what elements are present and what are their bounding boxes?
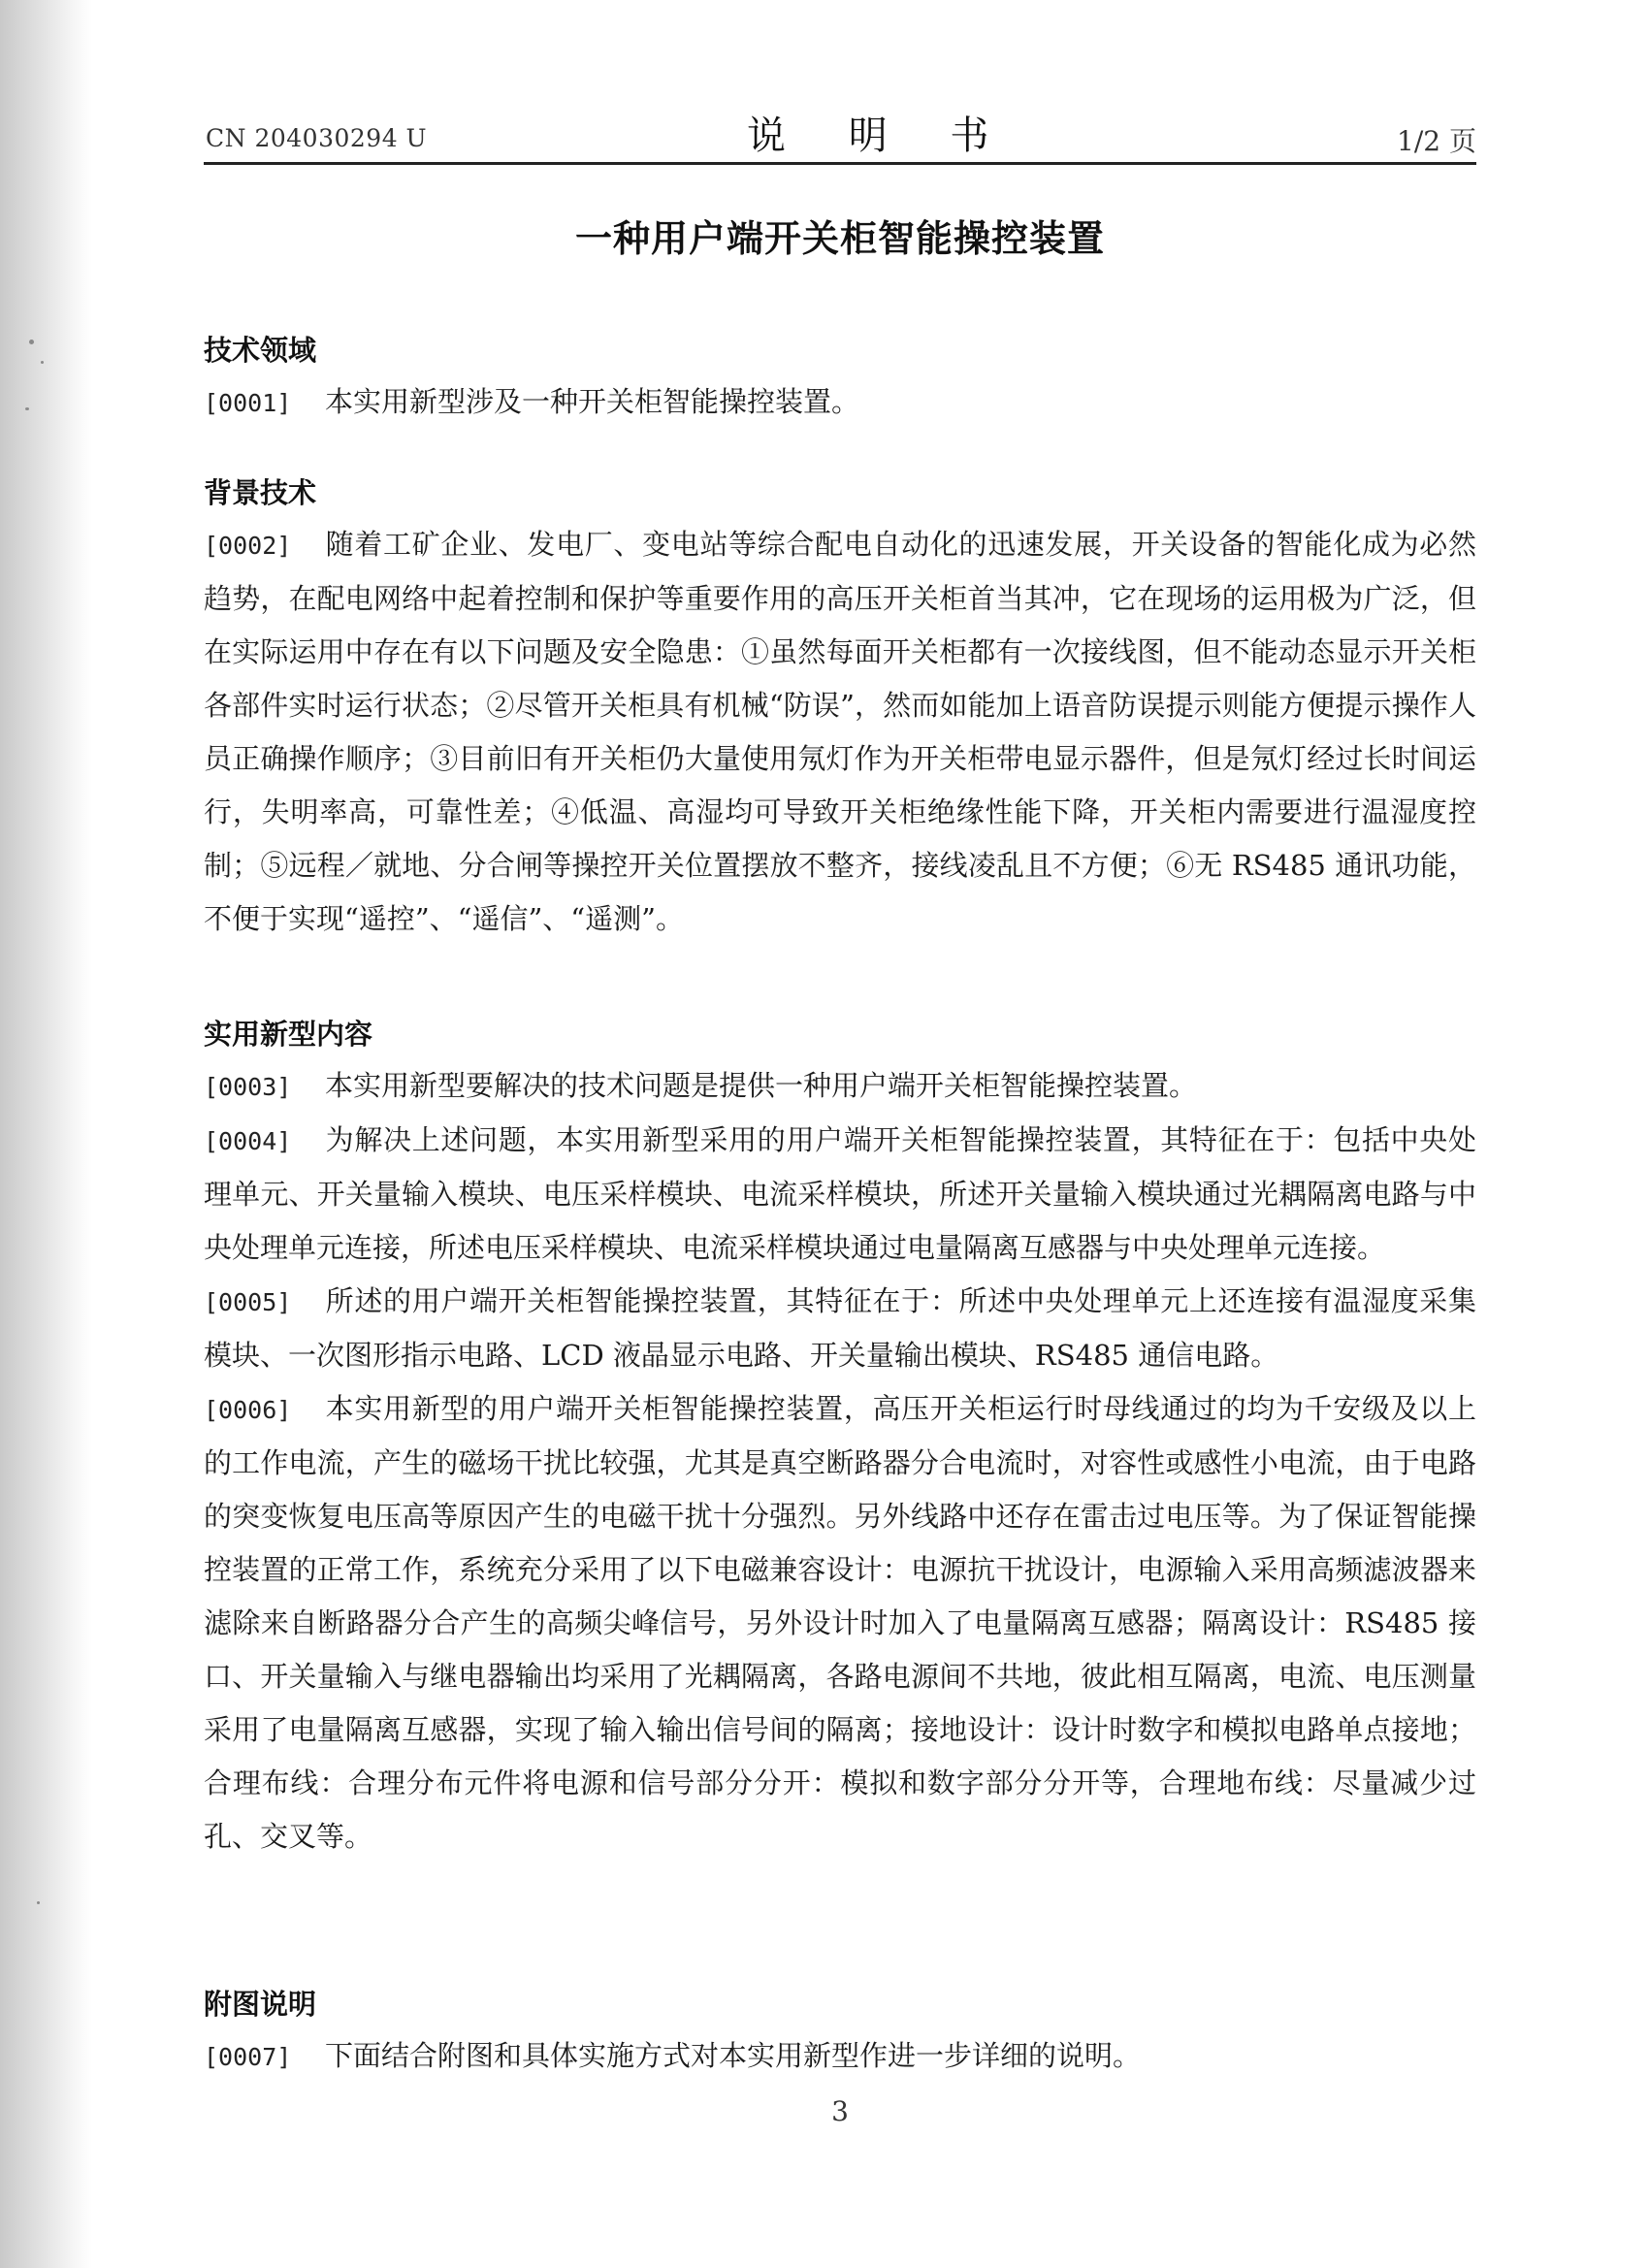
paragraph-number: [0006] <box>204 1396 292 1424</box>
paragraph-number: [0005] <box>204 1288 292 1316</box>
paragraph-0002 <box>204 518 1476 946</box>
paragraph-number: [0002] <box>204 532 292 560</box>
paragraph-text: 所述的用户端开关柜智能操控装置，其特征在于：所述中央处理单元上还连接有温湿度采集模块、一次图形指示电路、LCD 液晶显示电路、开关量输出模块、RS485 通信电路。 <box>204 1284 1476 1372</box>
section-summary <box>204 1009 1476 1863</box>
scan-speck <box>29 340 34 344</box>
document-page <box>204 0 1476 2268</box>
page-header <box>204 105 1476 163</box>
section-heading: 实用新型内容 <box>204 1018 373 1051</box>
header-rule <box>204 162 1476 165</box>
document-title: 一种用户端开关柜智能操控装置 <box>574 217 1105 260</box>
scan-speck <box>25 407 29 410</box>
scan-speck <box>37 1901 40 1904</box>
paragraph-0003 <box>204 1059 1476 1114</box>
paragraph-text: 本实用新型要解决的技术问题是提供一种用户端开关柜智能操控装置。 <box>325 1069 1198 1102</box>
paragraph-0005 <box>204 1275 1476 1382</box>
paragraph-0001 <box>204 375 1476 430</box>
paragraph-text: 本实用新型的用户端开关柜智能操控装置，高压开关柜运行时母线通过的均为千安级及以上的工作电流，产生的磁场干扰比较强，尤其是真空断路器分合电流时，对容性或感性小电流，由于电路的突变恢复电压高等原因产生的电磁干扰十分强烈。另外线路中还存在雷击过电压等。为了保证智能操控装置的正常工作，系统充分采用了以下电磁兼容设计：电源抗干扰设计，电源输入采用高频滤波器来滤除来自断路器分合产生的高频尖峰信号，另外设计时加入了电量隔离互感器；隔离设计：RS485 接口、开关量输入与继电器输出均采用了光耦隔离，各路电源间不共地，彼此相互隔离，电流、电压测量采用了电量隔离互感器，实现了输入输出信号间的隔离；接地设计：设计时数字和模拟电路单点接地；合理布线：合理分布元件将电源和信号部分分开：模拟和数字部分分开等，合理地布线：尽量减少过孔、交叉等。 <box>204 1392 1476 1853</box>
paragraph-number: [0001] <box>204 389 292 417</box>
paragraph-number: [0004] <box>204 1127 292 1155</box>
page-indicator: 1/2 页 <box>1397 125 1476 157</box>
paragraph-text: 下面结合附图和具体实施方式对本实用新型作进一步详细的说明。 <box>325 2039 1142 2072</box>
paragraph-text: 随着工矿企业、发电厂、变电站等综合配电自动化的迅速发展，开关设备的智能化成为必然趋势，在配电网络中起着控制和保护等重要作用的高压开关柜首当其冲，它在现场的运用极为广泛，但在实际运用中存在有以下问题及安全隐患：①虽然每面开关柜都有一次接线图，但不能动态显示开关柜各部件实时运行状态；②尽管开关柜具有机械“防误”，然而如能加上语音防误提示则能方便提示操作人员正确操作顺序；③目前旧有开关柜仍大量使用氖灯作为开关柜带电显示器件，但是氖灯经过长时间运行，失明率高，可靠性差；④低温、高湿均可导致开关柜绝缘性能下降，开关柜内需要进行温湿度控制；⑤远程／就地、分合闸等操控开关位置摆放不整齐，接线凌乱且不方便；⑥无 RS485 通讯功能，不便于实现“遥控”、“遥信”、“遥测”。 <box>204 528 1476 935</box>
section-drawings <box>204 1979 1476 2084</box>
document-type: 说 明 书 <box>747 113 1015 158</box>
section-heading: 技术领域 <box>204 334 317 367</box>
paragraph-text: 为解决上述问题，本实用新型采用的用户端开关柜智能操控装置，其特征在于：包括中央处理单元、开关量输入模块、电压采样模块、电流采样模块，所述开关量输入模块通过光耦隔离电路与中央处理单元连接，所述电压采样模块、电流采样模块通过电量隔离互感器与中央处理单元连接。 <box>204 1123 1476 1264</box>
section-technical-field <box>204 325 1476 430</box>
section-heading: 附图说明 <box>204 1988 317 2021</box>
scan-shadow <box>0 0 92 2268</box>
paragraph-text: 本实用新型涉及一种开关柜智能操控装置。 <box>325 385 860 418</box>
paragraph-0007 <box>204 2029 1476 2084</box>
page-number: 3 <box>831 2095 849 2127</box>
section-background <box>204 468 1476 946</box>
publication-number: CN 204030294 U <box>206 124 428 152</box>
paragraph-0004 <box>204 1114 1476 1275</box>
paragraph-number: [0007] <box>204 2043 292 2071</box>
paragraph-0006 <box>204 1382 1476 1863</box>
paragraph-number: [0003] <box>204 1073 292 1101</box>
section-heading: 背景技术 <box>204 476 317 509</box>
scan-speck <box>41 361 44 364</box>
